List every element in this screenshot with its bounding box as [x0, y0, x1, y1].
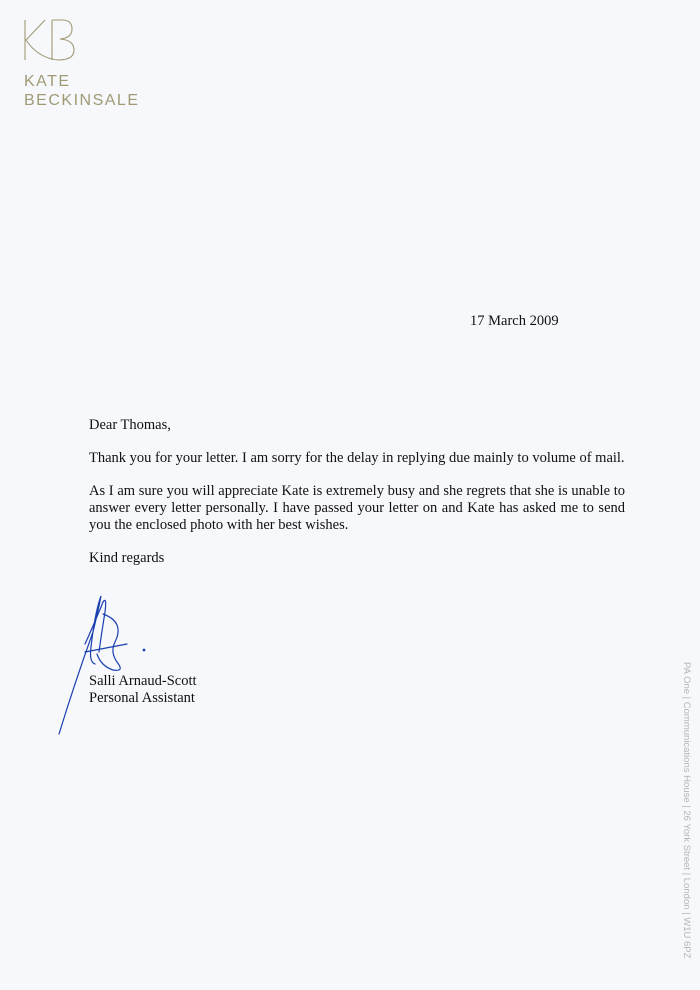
signer-title: Personal Assistant	[89, 690, 195, 706]
paragraph: Thank you for your letter. I am sorry for the delay in replying due mainly to volume of mail.	[89, 450, 625, 466]
footer-address: PA One | Communications House | 26 York Street | London | W1U 6PZ	[681, 662, 692, 959]
kb-monogram-icon	[24, 18, 80, 64]
paragraph: As I am sure you will appreciate Kate is extremely busy and she regrets that she is unable to answer every letter personally. I have passed your letter on and Kate has asked me to send you the enclosed photo with her best wishes.	[89, 483, 625, 533]
signature-icon	[55, 592, 155, 737]
letterhead-name-last: BECKINSALE	[24, 92, 140, 109]
letterhead-logo	[24, 18, 139, 110]
signer-block	[89, 673, 197, 707]
closing: Kind regards	[89, 550, 165, 566]
salutation: Dear Thomas,	[89, 417, 171, 433]
signer-name: Salli Arnaud-Scott	[89, 673, 197, 689]
letter-body	[89, 417, 625, 583]
letterhead-name-first: KATE	[24, 73, 71, 90]
letter-date: 17 March 2009	[470, 313, 559, 329]
